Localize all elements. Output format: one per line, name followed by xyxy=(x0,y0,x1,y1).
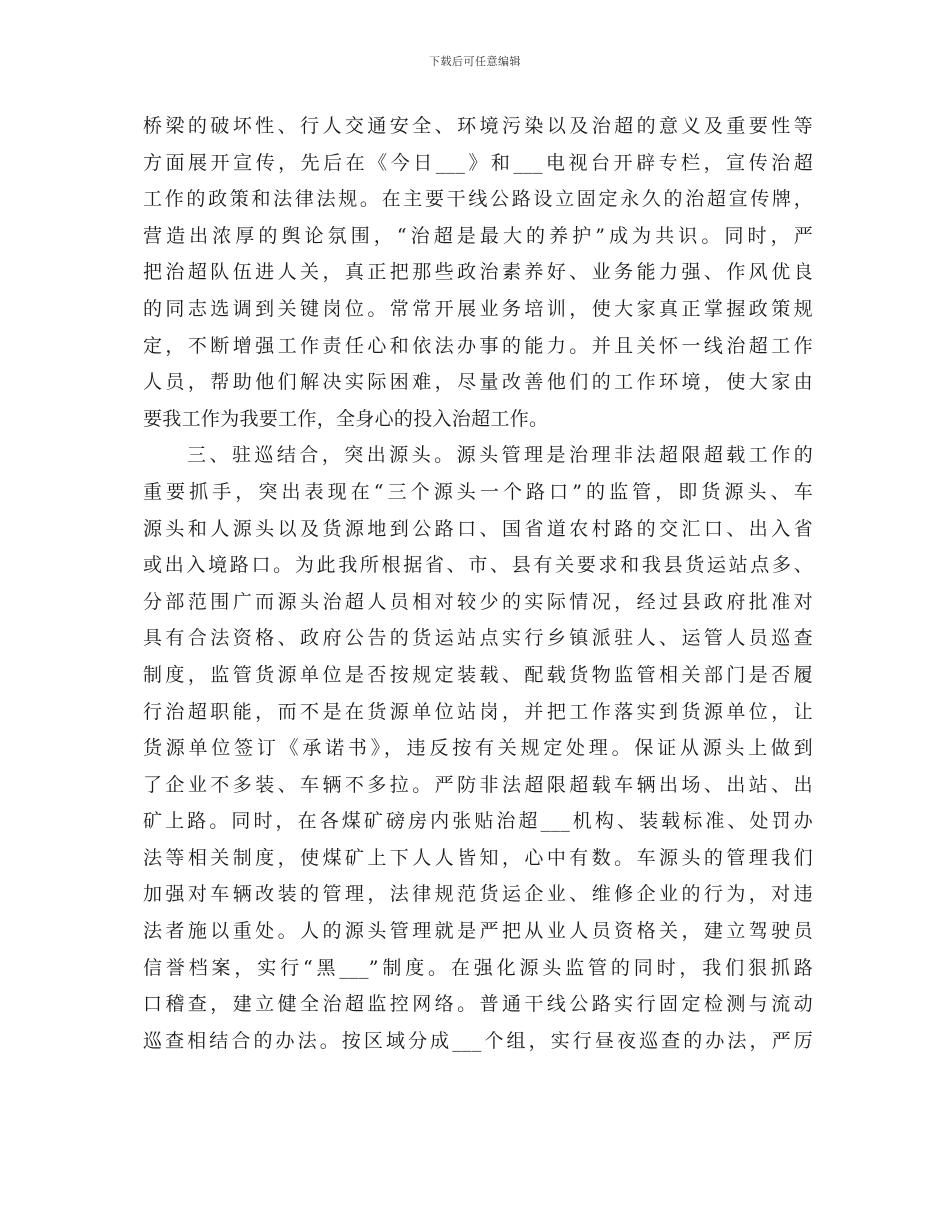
text-line: 重要抓手，突出表现在“三个源头一个路口”的监管，即货源头、车 xyxy=(143,480,813,503)
text-line: 巡查相结合的办法。按区域分成___个组，实行昼夜巡查的办法，严厉 xyxy=(143,1029,813,1052)
text-line: 营造出浓厚的舆论氛围，“治超是最大的养护”成为共识。同时，严 xyxy=(143,224,813,247)
text-line: 或出入境路口。为此我所根据省、市、县有关要求和我县货运站点多、 xyxy=(143,554,813,577)
text-line: 法者施以重处。人的源头管理就是严把从业人员资格关，建立驾驶员 xyxy=(143,920,813,943)
document-body xyxy=(143,108,813,1059)
text-line: 方面展开宣传，先后在《今日___》和___电视台开辟专栏，宣传治超 xyxy=(143,151,813,174)
text-line: 人员，帮助他们解决实际困难，尽量改善他们的工作环境，使大家由 xyxy=(143,371,813,394)
text-line: 货源单位签订《承诺书》，违反按有关规定处理。保证从源头上做到 xyxy=(143,737,813,760)
text-line: 制度，监管货源单位是否按规定装载、配载货物监管相关部门是否履 xyxy=(143,663,813,686)
text-line: 具有合法资格、政府公告的货运站点实行乡镇派驻人、运管人员巡查 xyxy=(143,627,813,650)
text-line: 矿上路。同时，在各煤矿磅房内张贴治超___机构、装载标准、处罚办 xyxy=(143,810,813,833)
text-line: 分部范围广而源头治超人员相对较少的实际情况，经过县政府批准对 xyxy=(143,590,813,613)
page-header: 下载后可任意编辑 xyxy=(429,55,521,68)
text-line: 桥梁的破坏性、行人交通安全、环境污染以及治超的意义及重要性等 xyxy=(143,115,813,137)
text-line: 源头和人源头以及货源地到公路口、国省道农村路的交汇口、出入省 xyxy=(143,517,813,540)
text-line: 工作的政策和法律法规。在主要干线公路设立固定永久的治超宣传牌， xyxy=(143,188,813,211)
text-line: 法等相关制度，使煤矿上下人人皆知，心中有数。车源头的管理我们 xyxy=(143,846,813,869)
text-line: 信誉档案，实行“黑___”制度。在强化源头监管的同时，我们狠抓路 xyxy=(143,956,813,979)
text-line: 了企业不多装、车辆不多拉。严防非法超限超载车辆出场、出站、出 xyxy=(143,773,813,796)
text-line: 定，不断增强工作责任心和依法办事的能力。并且关怀一线治超工作 xyxy=(143,334,813,357)
text-line: 加强对车辆改装的管理，法律规范货运企业、维修企业的行为，对违 xyxy=(143,883,813,906)
text-line: 行治超职能，而不是在货源单位站岗，并把工作落实到货源单位，让 xyxy=(143,700,813,723)
text-line: 要我工作为我要工作，全身心的投入治超工作。 xyxy=(143,407,549,430)
text-line: 的同志选调到关键岗位。常常开展业务培训，使大家真正掌握政策规 xyxy=(143,297,813,320)
section-heading-line: 三、驻巡结合，突出源头。源头管理是治理非法超限超载工作的 xyxy=(187,444,813,467)
text-line: 口稽查，建立健全治超监控网络。普通干线公路实行固定检测与流动 xyxy=(143,993,813,1016)
text-line: 把治超队伍进人关，真正把那些政治素养好、业务能力强、作风优良 xyxy=(143,261,813,284)
